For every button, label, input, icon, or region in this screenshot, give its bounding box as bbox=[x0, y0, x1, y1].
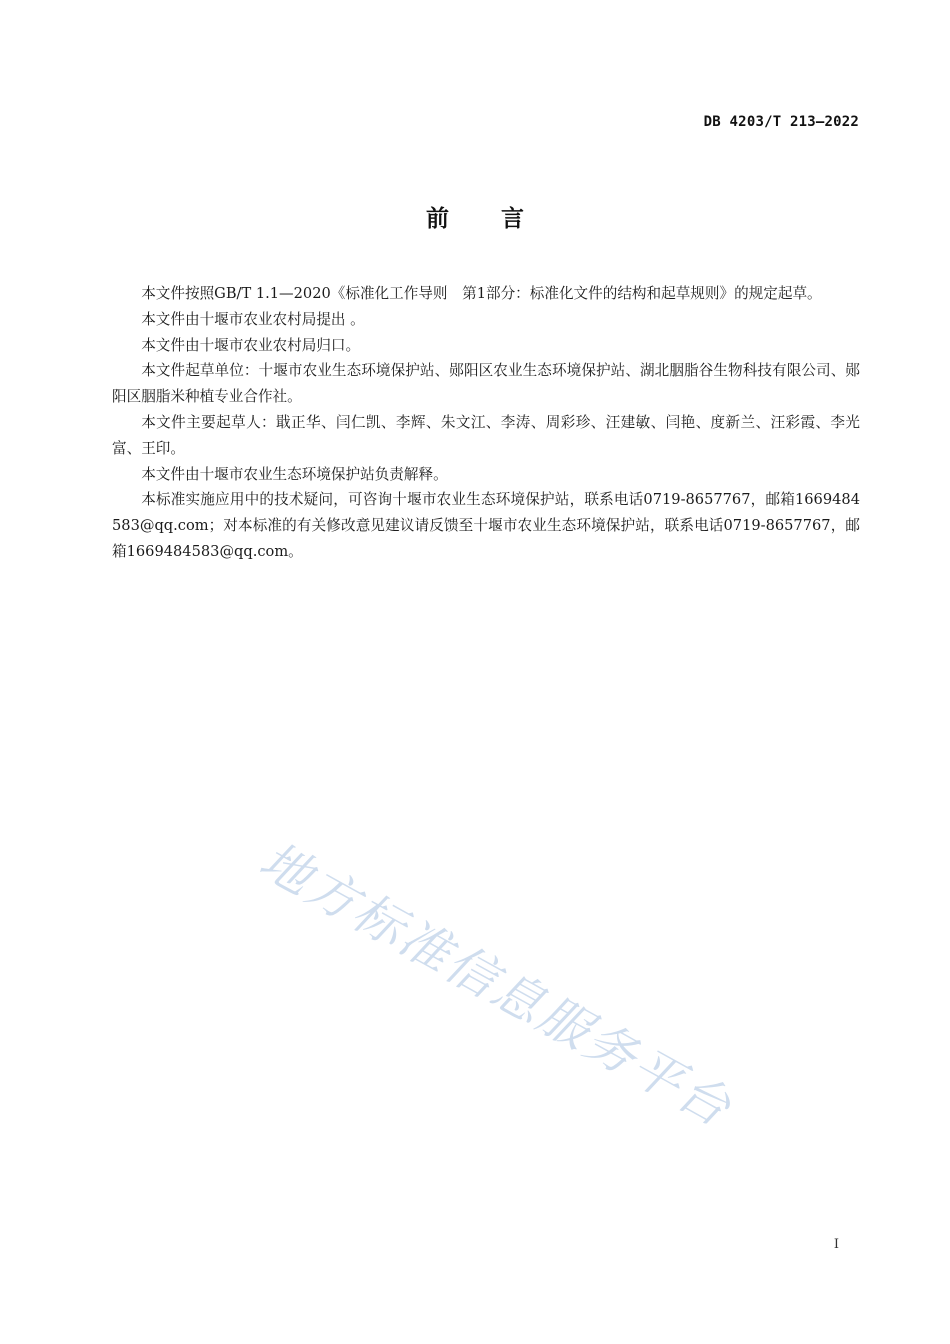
paragraph-interpretation: 本文件由十堰市农业生态环境保护站负责解释。 bbox=[141, 465, 448, 483]
page-number: I bbox=[833, 1237, 839, 1252]
page-title: 前言 bbox=[426, 206, 576, 232]
document-code: DB 4203/T 213—2022 bbox=[703, 114, 859, 130]
paragraph-drafters: 本文件主要起草人：戢正华、闫仁凯、李辉、朱文江、李涛、周彩珍、汪建敏、闫艳、度新兰、汪彩霞、李光富、王印。 bbox=[112, 413, 860, 457]
paragraph-centralized-by: 本文件由十堰市农业农村局归口。 bbox=[141, 336, 361, 354]
paragraph-drafting-rules: 本文件按照GB/T 1.1—2020《标准化工作导则 第1部分：标准化文件的结构和起草规则》的规定起草。 bbox=[141, 285, 822, 302]
paragraph-contact: 本标准实施应用中的技术疑问，可咨询十堰市农业生态环境保护站，联系电话0719-8657767，邮箱1669484583@qq.com；对本标准的有关修改意见建议请反馈至十堰市农业生态环境保护站，联系电话0719-8657767，邮箱1669484583@qq.com。 bbox=[112, 491, 860, 560]
paragraph-proposed-by: 本文件由十堰市农业农村局提出 。 bbox=[141, 310, 365, 328]
foreword-body bbox=[112, 281, 860, 565]
watermark-text: 地方标准信息服务平台 bbox=[250, 830, 742, 1139]
paragraph-drafting-units: 本文件起草单位：十堰市农业生态环境保护站、郧阳区农业生态环境保护站、湖北胭脂谷生物科技有限公司、郧阳区胭脂米种植专业合作社。 bbox=[112, 362, 860, 406]
